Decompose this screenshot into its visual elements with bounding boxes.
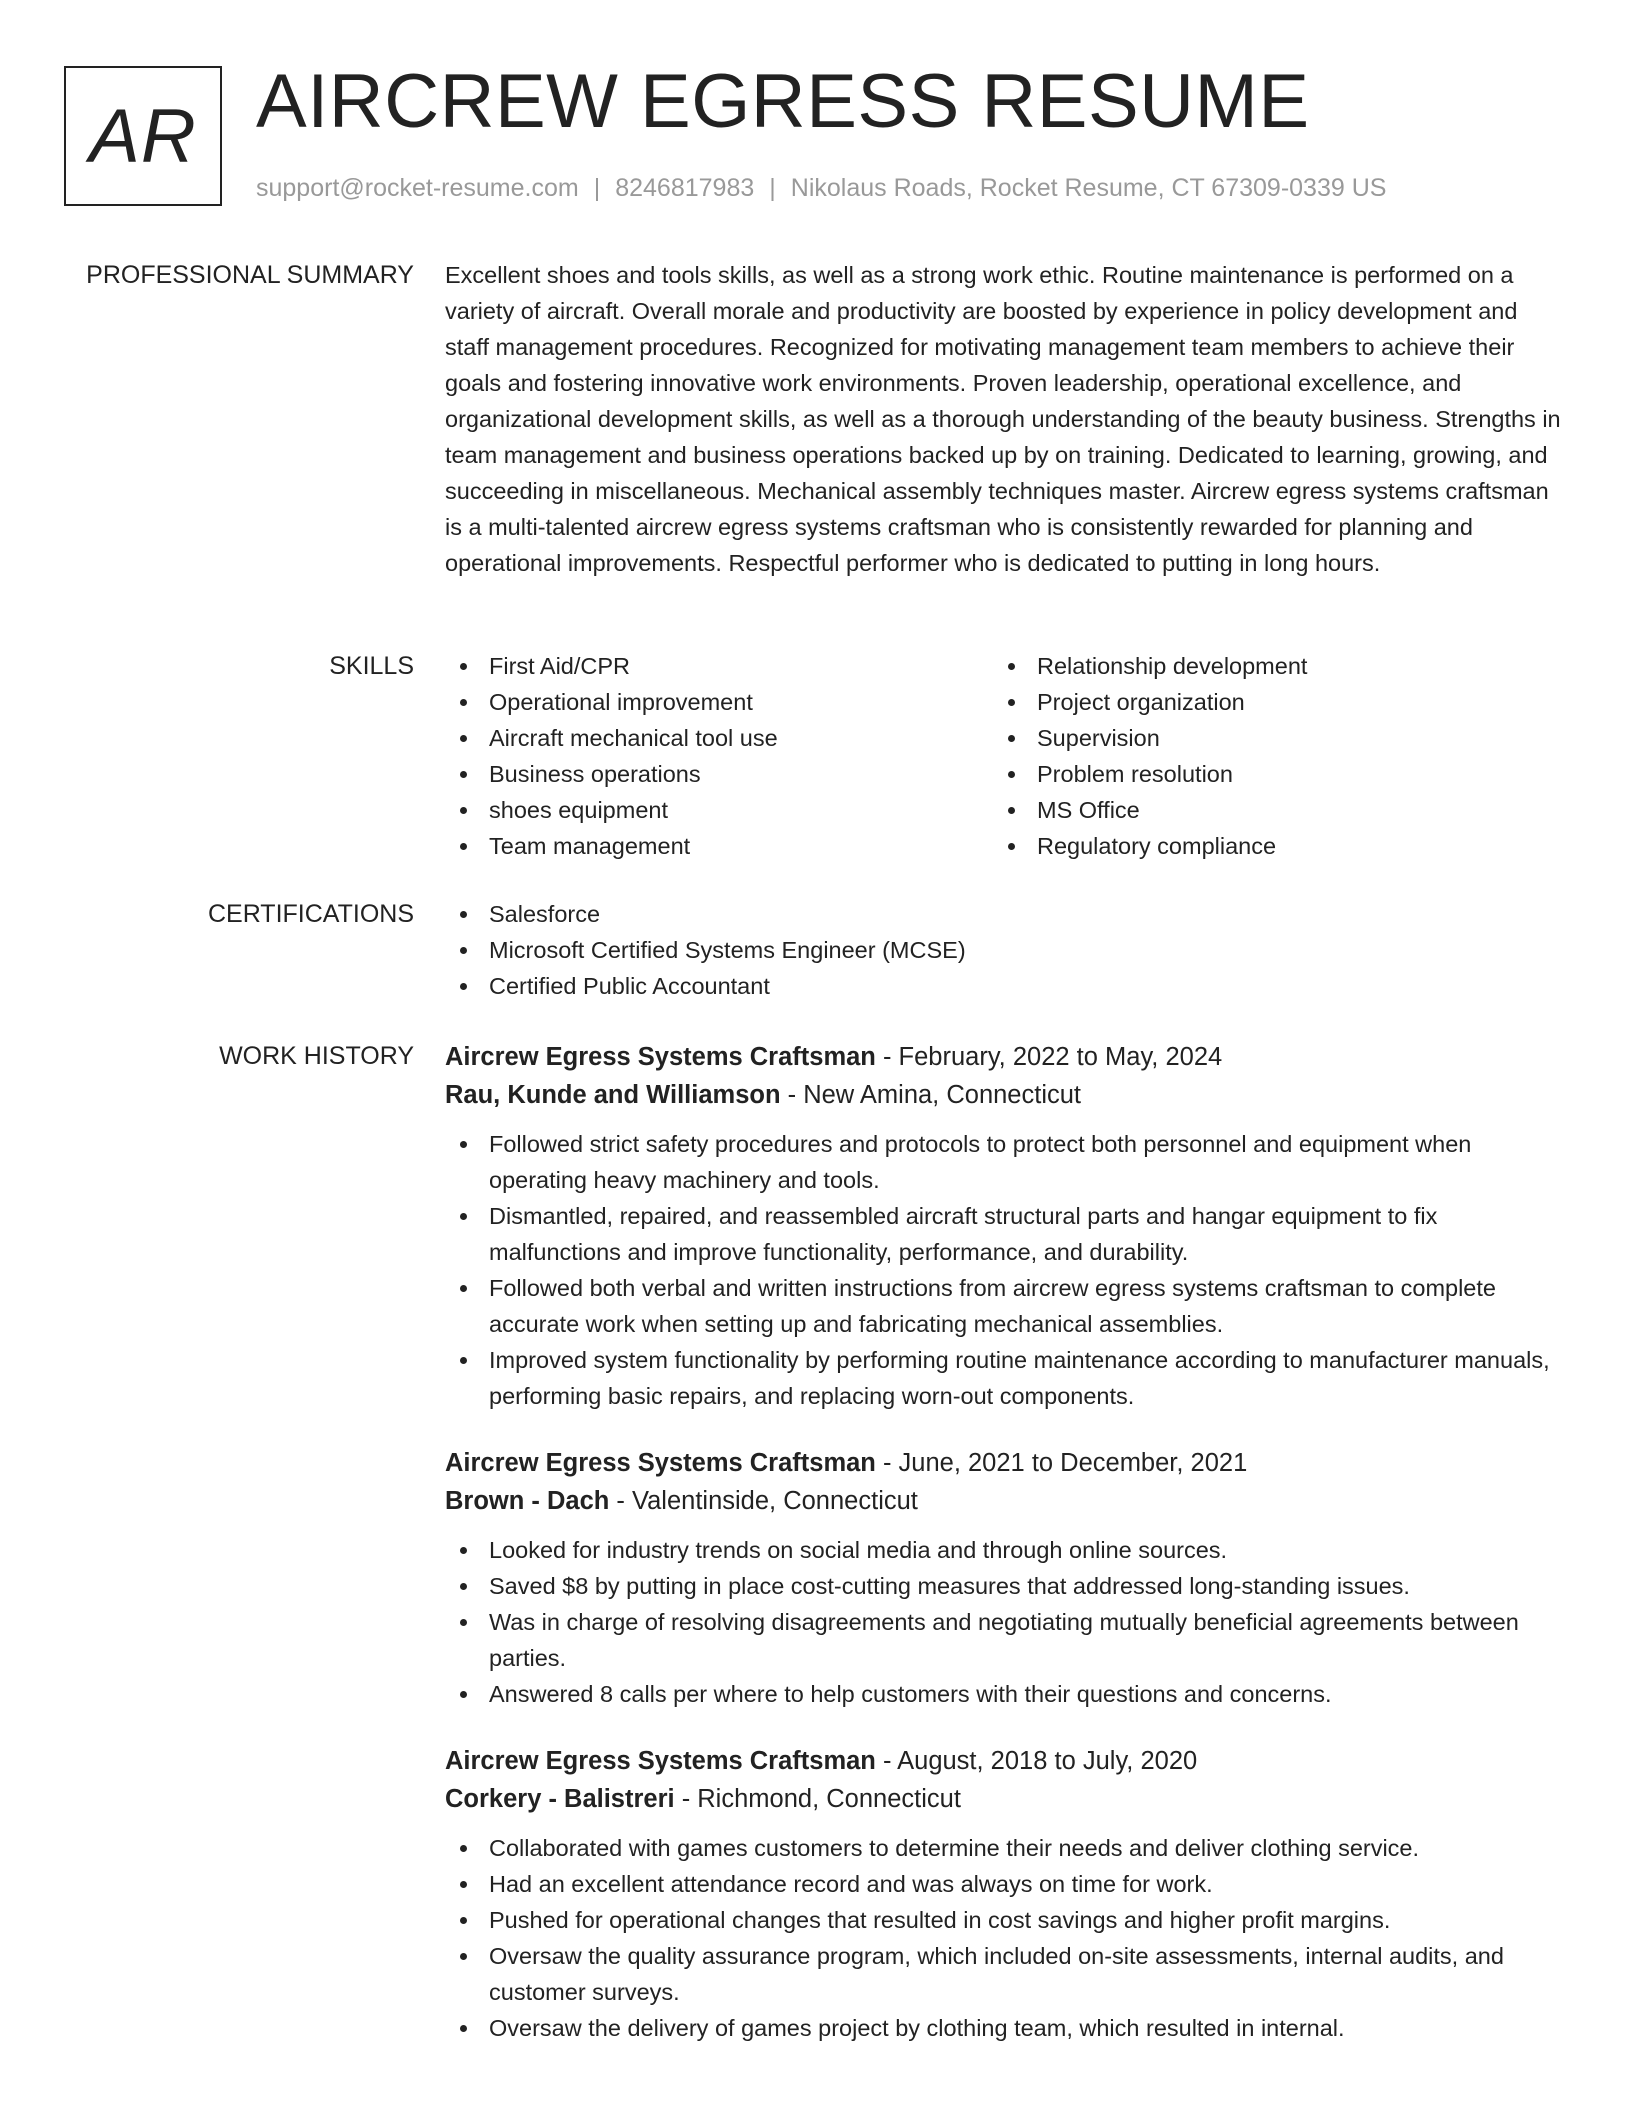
job-title: Aircrew Egress Systems Craftsman [445,1043,876,1071]
summary-heading: PROFESSIONAL SUMMARY [86,261,414,289]
skill-item: Regulatory compliance [993,828,1541,864]
job-bullet: Followed both verbal and written instructions from aircrew egress systems craftsman to complete accurate work when setting up and fabricating mechanical assemblies. [445,1270,1565,1342]
contact-separator: | [593,174,601,202]
skill-item: Problem resolution [993,756,1541,792]
job-title-line [445,1742,1565,1780]
job-bullets [445,1532,1565,1712]
job-bullet: Oversaw the delivery of games project by clothing team, which resulted in internal. [445,2010,1565,2046]
contact-separator: | [769,174,776,202]
job-bullet: Pushed for operational changes that resulted in cost savings and higher profit margins. [445,1902,1565,1938]
certification-item: Microsoft Certified Systems Engineer (MCSE) [445,932,1565,968]
initials-monogram: AR [64,66,222,206]
job-bullet: Followed strict safety procedures and protocols to protect both personnel and equipment when operating heavy machinery and tools. [445,1126,1565,1198]
job-entry [445,1742,1565,2046]
job-location: - Richmond, Connecticut [674,1785,961,1813]
job-bullet: Had an excellent attendance record and was always on time for work. [445,1866,1565,1902]
certification-item: Certified Public Accountant [445,968,1565,1004]
job-entry [445,1444,1565,1712]
certifications-heading: CERTIFICATIONS [207,900,414,928]
skill-item: Project organization [993,684,1541,720]
job-bullet: Answered 8 calls per where to help customers with their questions and concerns. [445,1676,1565,1712]
summary-text: Excellent shoes and tools skills, as well as a strong work ethic. Routine maintenance is performed on a variety of aircraft. Overall morale and productivity are boosted by experience in policy development and staff management procedures. Recognized for motivating management team members to achieve their goals and fostering innovative work environments. Proven leadership, operational excellence, and organizational development skills, as well as a thorough understanding of the beauty business. Strengths in team management and business operations backed up by on training. Dedicated to learning, growing, and succeeding in miscellaneous. Mechanical assembly techniques master. Aircrew egress systems craftsman is a multi-talented aircrew egress systems craftsman who is consistently rewarded for planning and operational improvements. Respectful performer who is dedicated to putting in long hours. [445,262,1561,576]
job-bullets [445,1126,1565,1414]
job-bullet: Was in charge of resolving disagreements and negotiating mutually beneficial agreements between parties. [445,1604,1565,1676]
skill-item: Supervision [993,720,1541,756]
skill-item: shoes equipment [445,792,993,828]
work-history-heading: WORK HISTORY [219,1042,414,1070]
job-company: Brown - Dach [445,1487,610,1515]
skill-item: Operational improvement [445,684,993,720]
skill-item: Aircraft mechanical tool use [445,720,993,756]
job-company-line [445,1780,1565,1818]
skill-item: First Aid/CPR [445,648,993,684]
job-company-line [445,1482,1565,1520]
job-title: Aircrew Egress Systems Craftsman [445,1747,876,1775]
resume-name: AIRCREW EGRESS RESUME [256,59,1310,144]
job-dates: - February, 2022 to May, 2024 [875,1043,1223,1071]
job-location: - New Amina, Connecticut [780,1081,1082,1109]
job-location: - Valentinside, Connecticut [609,1487,918,1515]
contact-line [256,174,1386,203]
job-bullet: Saved $8 by putting in place cost-cutting measures that addressed long-standing issues. [445,1568,1565,1604]
job-dates: - June, 2021 to December, 2021 [875,1449,1248,1477]
certifications-list [445,896,1565,1004]
certification-item: Salesforce [445,896,1565,932]
skill-item: MS Office [993,792,1541,828]
skills-list-right [993,648,1541,864]
skill-item: Relationship development [993,648,1541,684]
skills-list-left [445,648,993,864]
job-entry [445,1038,1565,1414]
skills-heading: SKILLS [329,652,414,680]
job-bullet: Collaborated with games customers to determine their needs and deliver clothing service. [445,1830,1565,1866]
job-title-line [445,1444,1565,1482]
job-bullet: Improved system functionality by performing routine maintenance according to manufacturer manuals, performing basic repairs, and replacing worn-out components. [445,1342,1565,1414]
job-title: Aircrew Egress Systems Craftsman [445,1449,876,1477]
skill-item: Business operations [445,756,993,792]
job-company: Rau, Kunde and Williamson [445,1081,781,1109]
contact-phone: 8246817983 [615,174,755,202]
job-company-line [445,1076,1565,1114]
contact-email: support@rocket-resume.com [256,174,579,202]
job-bullet: Looked for industry trends on social media and through online sources. [445,1532,1565,1568]
resume-header [64,59,1564,216]
job-bullet: Dismantled, repaired, and reassembled aircraft structural parts and hangar equipment to fix malfunctions and improve functionality, performance, and durability. [445,1198,1565,1270]
skill-item: Team management [445,828,993,864]
job-title-line [445,1038,1565,1076]
job-bullets [445,1830,1565,2046]
contact-address: Nikolaus Roads, Rocket Resume, CT 67309-0339 US [790,174,1387,202]
job-bullet: Oversaw the quality assurance program, which included on-site assessments, internal audits, and customer surveys. [445,1938,1565,2010]
job-dates: - August, 2018 to July, 2020 [875,1747,1198,1775]
job-company: Corkery - Balistreri [445,1785,675,1813]
